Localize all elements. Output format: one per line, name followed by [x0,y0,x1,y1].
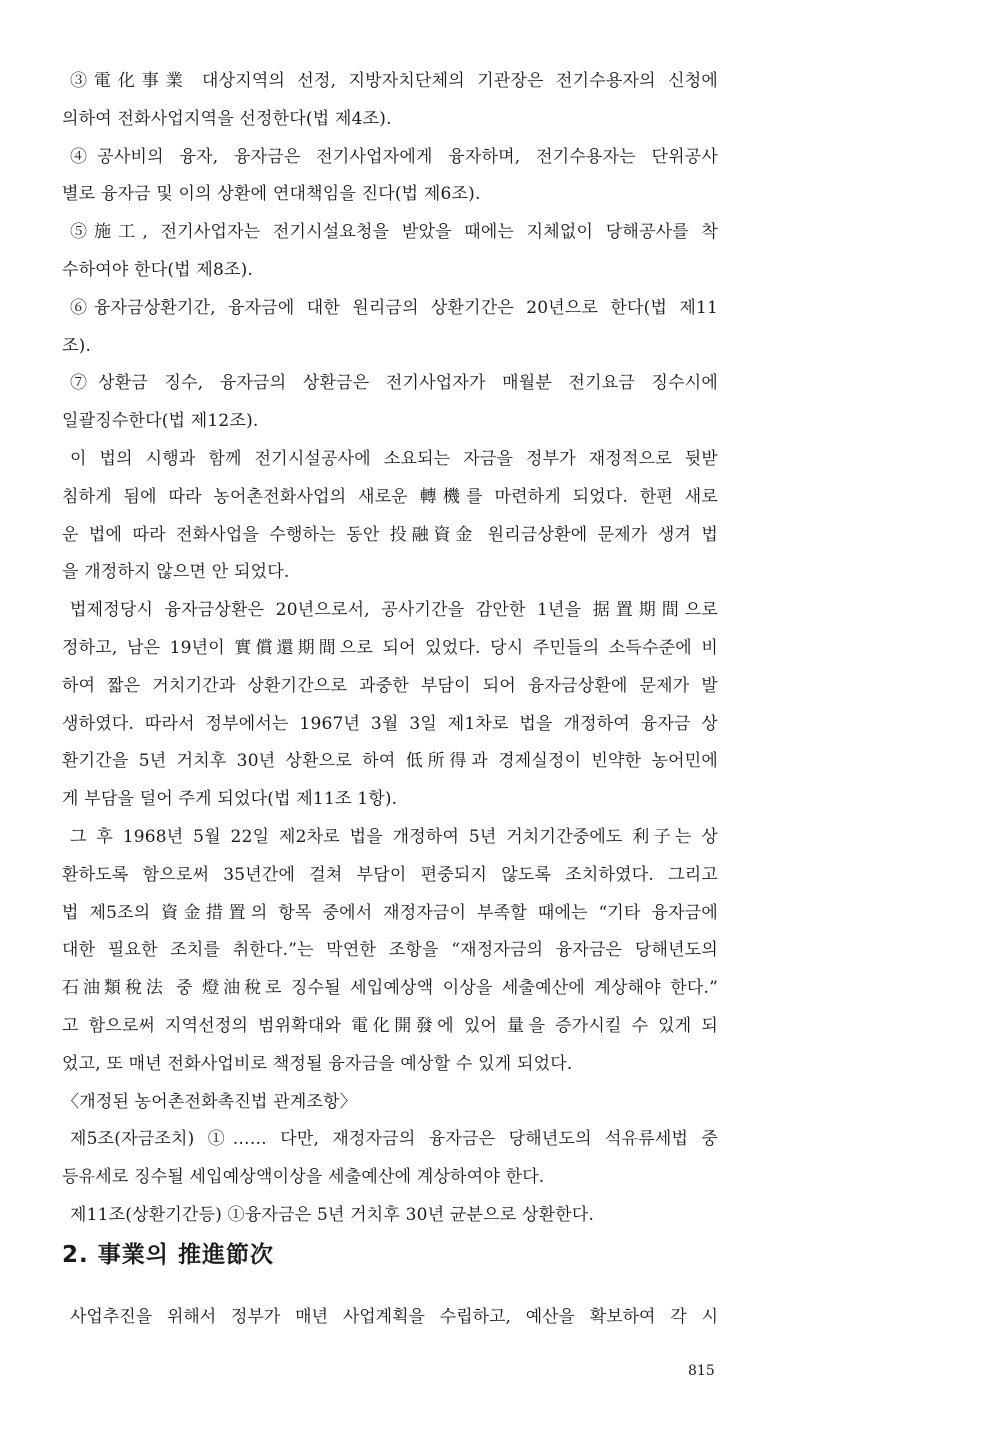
body-line: ④공사비의 융자, 융자금은 전기사업자에게 융자하며, 전기수용자는 단위공사 [70,146,718,167]
body-line: ⑤施工, 전기사업자는 전기시설요청을 받았을 때에는 지체없이 당해공사를 착 [70,222,718,243]
body-line: ⑦상환금 징수, 융자금의 상환금은 전기사업자가 매월분 전기요금 징수시에 [70,373,718,394]
body-line: 운 법에 따라 전화사업을 수행하는 동안 投融資金 원리금상환에 문제가 생겨 법 [62,524,718,545]
body-line: 정하고, 남은 19년이 實償還期間으로 되어 있었다. 당시 주민들의 소득수준에 비 [62,637,718,658]
body-line: 등유세로 징수될 세입예상액이상을 세출예산에 계상하여야 한다. [62,1167,545,1188]
body-line: 침하게 됨에 따라 농어촌전화사업의 새로운 轉機를 마련하게 되었다. 한편 새로 [62,486,718,507]
body-line: 을 개정하지 않으면 안 되었다. [62,562,290,583]
body-line: 었고, 또 매년 전화사업비로 책정될 융자금을 예상할 수 있게 되었다. [62,1053,573,1074]
body-line: 제5조(자금조치) ①…… 다만, 재정자금의 융자금은 당해년도의 석유류세법 중 [70,1129,718,1150]
body-line: 수하여야 한다(법 제8조). [62,259,254,280]
body-line: 대한 필요한 조치를 취한다.”는 막연한 조항을 “재정자금의 융자금은 당해년도의 [62,940,718,961]
body-line: 이 법의 시행과 함께 전기시설공사에 소요되는 자금을 정부가 재정적으로 뒷받 [70,448,718,469]
body-line: 법 제5조의 資金措置의 항목 중에서 재정자금이 부족할 때에는 “기타 융자금에 [62,902,718,923]
body-line: 石油類稅法 중 燈油稅로 징수될 세입예상액 이상을 세출예산에 계상해야 한다.” [62,978,718,999]
body-line: 일괄징수한다(법 제12조). [62,411,259,432]
body-line: 의하여 전화사업지역을 선정한다(법 제4조). [62,108,392,129]
body-line: 조). [62,335,92,356]
body-line: 제11조(상환기간등) ①융자금은 5년 거치후 30년 균분으로 상환한다. [70,1204,595,1225]
body-line-final: 사업추진을 위해서 정부가 매년 사업계획을 수립하고, 예산을 확보하여 각 시 [70,1307,718,1327]
page-number: 815 [688,1363,715,1379]
body-line: 고 함으로써 지역선정의 범위확대와 電化開發에 있어 量을 증가시킬 수 있게 되 [62,1015,718,1036]
body-line: 생하였다. 따라서 정부에서는 1967년 3월 3일 제1차로 법을 개정하여 융자금 상 [62,713,718,734]
body-line: 환하도록 함으로써 35년간에 걸쳐 부담이 편중되지 않도록 조치하였다. 그리고 [62,864,718,885]
body-line: 환기간을 5년 거치후 30년 상환으로 하여 低所得과 경제실정이 빈약한 농어민에 [62,751,718,772]
body-line: 그 후 1968년 5월 22일 제2차로 법을 개정하여 5년 거치기간중에도 利子는 상 [70,826,718,847]
body-line: 하여 짧은 거치기간과 상환기간으로 과중한 부담이 되어 융자금상환에 문제가 발 [62,675,718,696]
section-heading: 2. 事業의 推進節次 [62,1242,274,1268]
body-line: 법제정당시 융자금상환은 20년으로서, 공사기간을 감안한 1년을 据置期間으로 [70,600,718,621]
body-line: 별로 융자금 및 이의 상환에 연대책임을 진다(법 제6조). [62,184,481,205]
document-body [62,70,718,1242]
body-line: 〈개정된 농어촌전화촉진법 관계조항〉 [62,1091,357,1112]
body-line: ③電化事業 대상지역의 선정, 지방자치단체의 기관장은 전기수용자의 신청에 [70,71,718,91]
body-line: ⑥융자금상환기간, 융자금에 대한 원리금의 상환기간은 20년으로 한다(법 제11 [70,297,718,318]
body-line: 게 부담을 덜어 주게 되었다(법 제11조 1항). [62,789,398,810]
